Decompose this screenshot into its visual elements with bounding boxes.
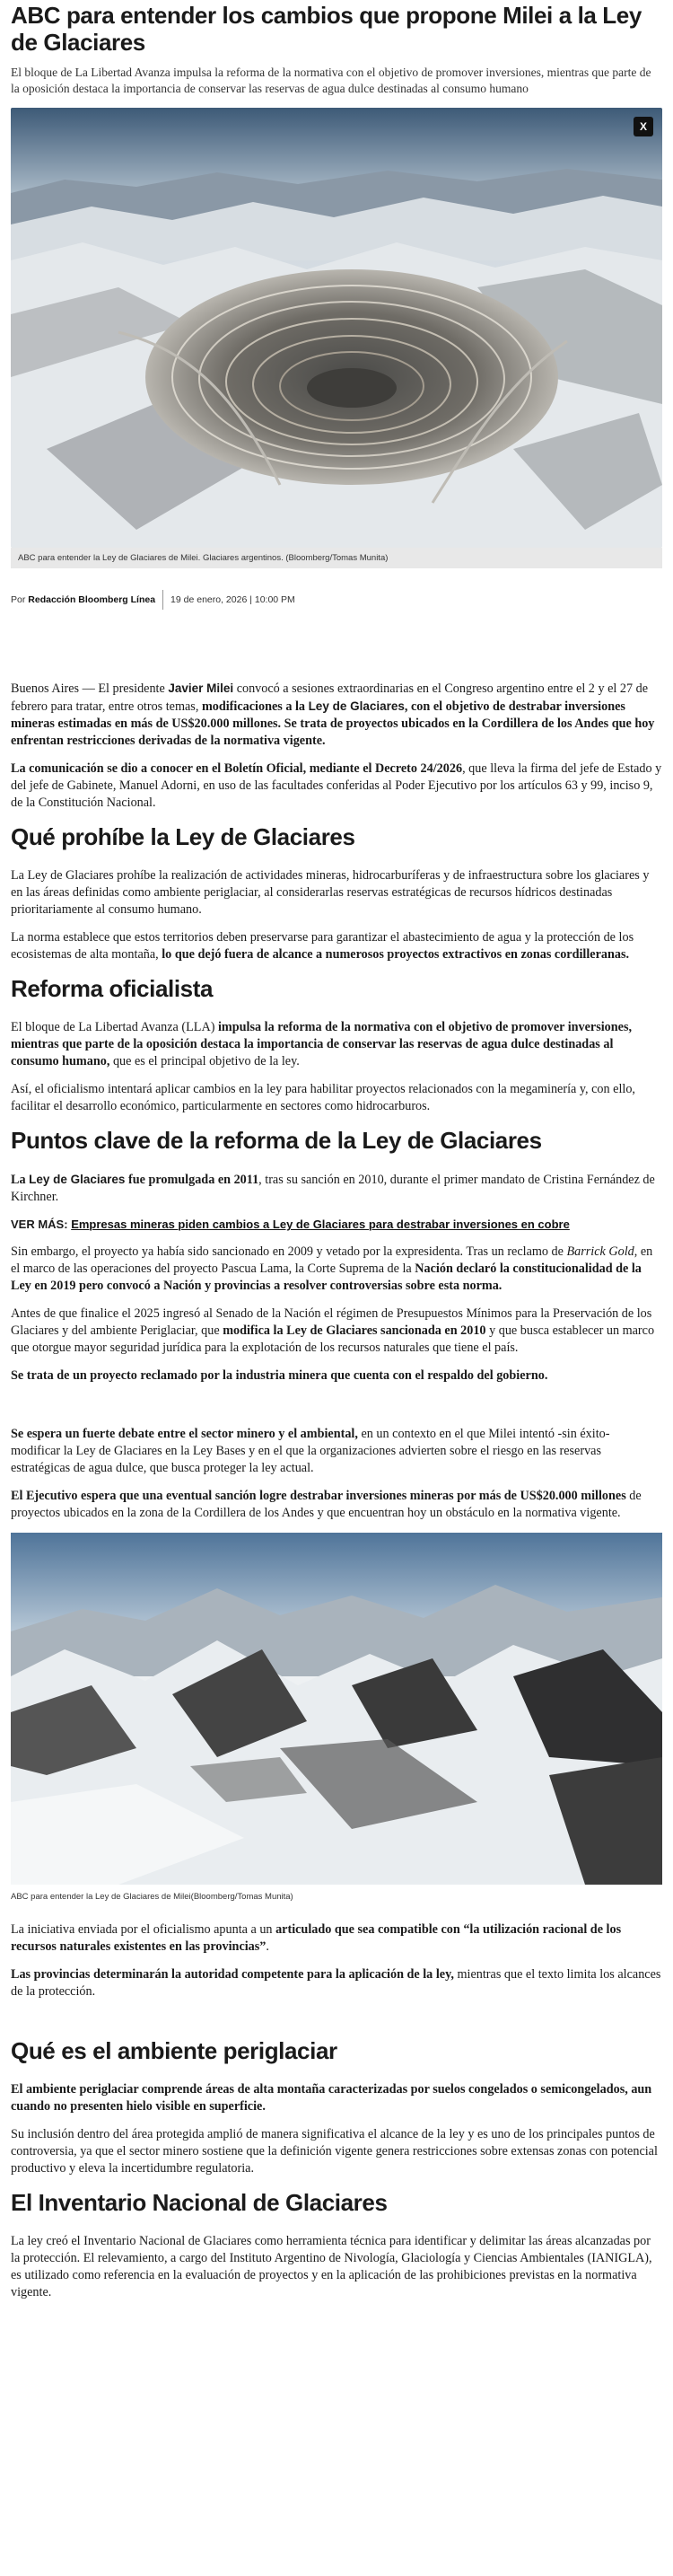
bold-text: Nación declaró la constitucionalidad de la Ley en 2019 pero convocó a Nación y provincias a resolver controversias sobre esta norma. <box>11 1262 642 1293</box>
heading-puntos-clave: Puntos clave de la reforma de la Ley de Glaciares <box>11 1127 542 1154</box>
paragraph-14 <box>11 1966 662 2000</box>
text: La norma establece que estos territorios deben preservarse para garantizar el abastecimiento de agua y la protección de los ecosistemas de alta montaña, <box>11 930 634 962</box>
text: convocó a sesiones extraordinarias en el Congreso argentino entre el 2 y el 27 de febrero para tratar, entre otros temas, <box>11 681 649 714</box>
hero-image-illustration <box>11 108 662 548</box>
paragraph-3: La Ley de Glaciares prohíbe la realización de actividades mineras, hidrocarburíferas y de infraestructura sobre los glaciares y en las áreas definidas como ambiente periglaciar, al considerarlas reservas estratégicas de recursos hídricos destinadas prioritariamente al consumo humano. <box>11 868 650 917</box>
heading-inventario-nacional: El Inventario Nacional de Glaciares <box>11 2189 388 2216</box>
paragraph-12 <box>11 1488 662 1522</box>
paragraph-10 <box>11 1367 662 1385</box>
paragraph-1 <box>11 680 662 750</box>
article-title: ABC para entender los cambios que propone Milei a la Ley de Glaciares <box>11 2 642 56</box>
paragraph-5 <box>11 1019 662 1070</box>
heading-que-prohibe: Qué prohíbe la Ley de Glaciares <box>11 823 355 850</box>
text: mientras que el texto limita los alcances de la protección. <box>11 1967 661 1999</box>
bold-text: Se trata de un proyecto reclamado por la industria minera que cuenta con el respaldo del gobierno. <box>11 1368 548 1383</box>
president-name-link[interactable]: Javier Milei <box>168 681 234 695</box>
heading-reforma-oficialista: Reforma oficialista <box>11 975 214 1002</box>
paragraph-17: La ley creó el Inventario Nacional de Glaciares como herramienta técnica para identificar y delimitar las áreas alcanzadas por la protección. El relevamiento, a cargo del Instituto Argentino de Nivología, Glaciología y Ciencias Ambientales (IANIGLA), es utilizado como referencia en la evaluación de proyectos y en la aplicación de las prohibiciones previstas en la normativa vigente. <box>11 2234 652 2299</box>
text: , en el marco de las operaciones del proyecto Pascua Lama, la Corte Suprema de la <box>11 1244 653 1276</box>
hero-figure <box>11 108 662 568</box>
byline <box>11 590 662 610</box>
paragraph-7 <box>11 1171 662 1206</box>
text: La iniciativa enviada por el oficialismo apunta a un <box>11 1922 276 1937</box>
ad-spacer <box>11 1395 662 1426</box>
byline-divider <box>162 590 163 610</box>
paragraph-15 <box>11 2081 662 2115</box>
bold-text: modifica la Ley de Glaciares sancionada en 2010 <box>223 1323 486 1338</box>
text: El bloque de La Libertad Avanza (LLA) <box>11 1020 218 1034</box>
text: Antes de que finalice el 2025 ingresó al Senado de la Nación el régimen de Presupuestos Mínimos para la Preservación de los Glaciares y del ambiente Periglaciar, que <box>11 1306 652 1338</box>
spacer <box>11 2011 662 2031</box>
paragraph-8 <box>11 1244 662 1295</box>
hero-caption: ABC para entender la Ley de Glaciares de Milei. Glaciares argentinos. (Bloomberg/Tomas Munita) <box>11 548 662 568</box>
law-link[interactable]: Ley de Glaciares <box>29 1173 126 1186</box>
bold-text: La <box>11 1173 30 1187</box>
text: . <box>266 1939 269 1954</box>
image-snowy-mountains[interactable] <box>11 1533 662 1885</box>
bold-text: modificaciones a la <box>201 699 309 714</box>
second-image-caption: ABC para entender la Ley de Glaciares de Milei(Bloomberg/Tomas Munita) <box>11 1892 293 1902</box>
text: Buenos Aires — El presidente <box>11 681 169 696</box>
text: que es el principal objetivo de la ley. <box>109 1054 300 1068</box>
bold-text: El Ejecutivo espera que una eventual sanción logre destrabar inversiones mineras por más de US$20.000 millones <box>11 1489 626 1503</box>
heading-ambiente-periglaciar: Qué es el ambiente periglaciar <box>11 2037 337 2064</box>
text: de proyectos ubicados en la zona de la Cordillera de los Andes y que encuentran hoy un obstáculo en la normativa vigente. <box>11 1489 642 1520</box>
paragraph-9 <box>11 1306 662 1357</box>
italic-text: Barrick Gold <box>566 1244 634 1259</box>
paragraph-11 <box>11 1426 662 1477</box>
bold-text: Las provincias determinarán la autoridad competente para la aplicación de la ley, <box>11 1967 454 1982</box>
bold-text: Se espera un fuerte debate entre el sector minero y el ambiental, <box>11 1427 358 1441</box>
second-figure <box>11 1533 662 1902</box>
bold-text: lo que dejó fuera de alcance a numerosos proyectos extractivos en zonas cordilleranas. <box>162 947 630 962</box>
paragraph-2 <box>11 760 662 812</box>
related-label: VER MÁS: <box>11 1218 68 1231</box>
mountain-image-illustration <box>11 1533 662 1885</box>
byline-date: 19 de enero, 2026 | 10:00 PM <box>170 594 295 605</box>
paragraph-4 <box>11 929 662 963</box>
related-article-link[interactable]: Empresas mineras piden cambios a Ley de Glaciares para destrabar inversiones en cobre <box>71 1218 570 1231</box>
paragraph-13 <box>11 1921 662 1956</box>
related-article <box>11 1217 662 1233</box>
byline-prefix: Por <box>11 594 26 605</box>
text: , tras su sanción en 2010, durante el primer mandato de Cristina Fernández de Kirchner. <box>11 1173 655 1204</box>
paragraph-6: Así, el oficialismo intentará aplicar cambios en la ley para habilitar proyectos relacionados con la megaminería y, con ello, facilitar el desarrollo económico, particularmente en sectores como hidrocarburos. <box>11 1082 635 1113</box>
text: , que lleva la firma del jefe de Estado y del jefe de Gabinete, Manuel Adorni, en uso de las facultades conferidas al Poder Ejecutivo por los artículos 63 y 99, inciso 9, de la Constitución Nacional. <box>11 761 662 810</box>
bold-text: , con el objetivo de destrabar inversiones mineras estimadas en más de US$20.000 millones. Se trata de proyectos ubicados en la Cordillera de los Andes que hoy enfrentan restricciones derivadas de la normativa vigente. <box>11 699 655 748</box>
text: en un contexto en el que Milei intentó -sin éxito- modificar la Ley de Glaciares en la Ley Bases y en el que la organizaciones advierten sobre el riesgo en las reservas estratégicas de agua dulce, que busca proteger la ley actual. <box>11 1427 610 1475</box>
close-image-button[interactable]: X <box>634 117 653 136</box>
bold-text: fue promulgada en 2011 <box>125 1173 259 1187</box>
bold-text: El ambiente periglaciar comprende áreas de alta montaña caracterizadas por suelos congelados o semicongelados, aun cuando no presenten hielo visible en superficie. <box>11 2082 652 2114</box>
bold-text: La comunicación se dio a conocer en el Boletín Oficial, mediante el Decreto 24/2026 <box>11 761 463 776</box>
bold-text: impulsa la reforma de la normativa con el objetivo de promover inversiones, mientras que parte de la oposición destaca la importancia de conservar las reservas de agua dulce destinadas al consumo humano, <box>11 1020 633 1068</box>
byline-author-link[interactable]: Redacción Bloomberg Línea <box>28 594 156 605</box>
law-link[interactable]: Ley de Glaciares <box>308 699 405 713</box>
bold-text: articulado que sea compatible con “la utilización racional de los recursos naturales existentes en las provincias” <box>11 1922 622 1954</box>
article-container <box>0 2 673 2301</box>
article-subtitle: El bloque de La Libertad Avanza impulsa la reforma de la normativa con el objetivo de promover inversiones, mientras que parte de la oposición destaca la importancia de conservar las reservas de agua dulce destinadas al consumo humano <box>11 66 651 95</box>
paragraph-16: Su inclusión dentro del área protegida amplió de manera significativa el alcance de la ley y es uno de los principales puntos de controversia, ya que el sector minero sostiene que la definición vigente genera restricciones sobre extensas zonas con potencial productivo y eleva la incertidumbre regulatoria. <box>11 2127 658 2176</box>
text: Sin embargo, el proyecto ya había sido sancionado en 2009 y vetado por la expresidenta. Tras un reclamo de <box>11 1244 567 1259</box>
hero-image-mine-glaciers[interactable] <box>11 108 662 548</box>
text: y que busca establecer un marco que otorgue mayor seguridad jurídica para la explotación de los recursos naturales que tiene el país. <box>11 1323 655 1355</box>
